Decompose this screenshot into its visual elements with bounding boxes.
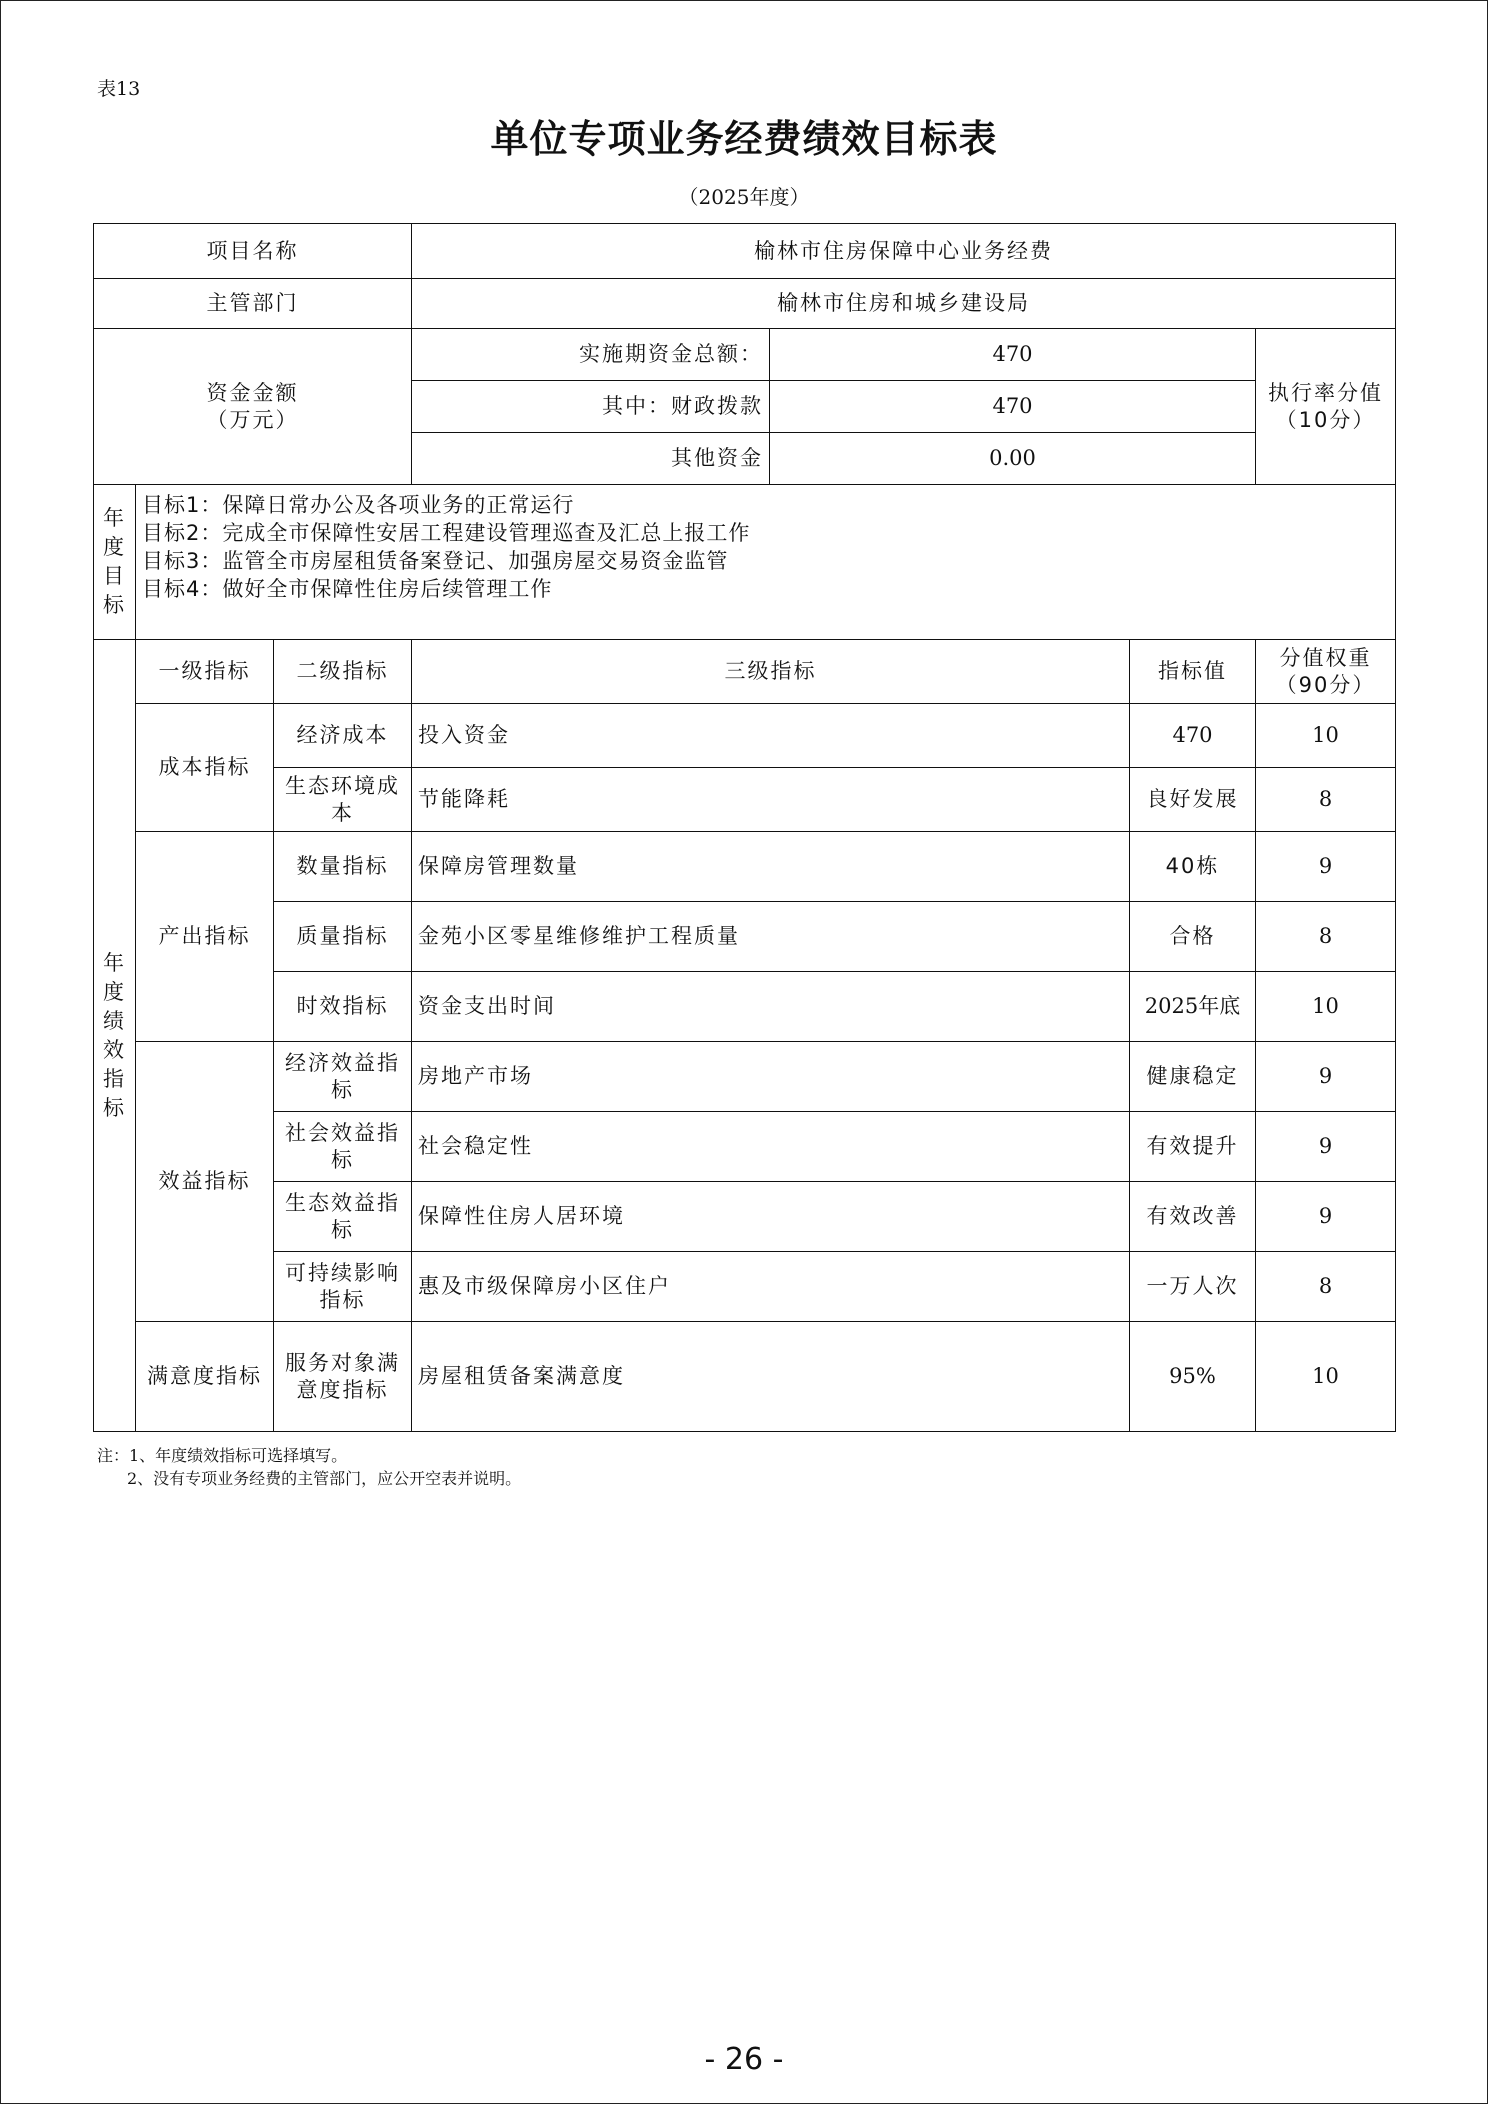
indicator-weight: 10 (1256, 704, 1396, 768)
indicators-header-row (94, 640, 1396, 704)
level3-cell: 惠及市级保障房小区住户 (412, 1252, 1130, 1322)
goals-label-char: 年 (103, 506, 126, 530)
table-row (94, 832, 1396, 902)
annual-goals-row (94, 485, 1396, 640)
level3-cell: 房屋租赁备案满意度 (412, 1322, 1130, 1432)
level3-cell: 房地产市场 (412, 1042, 1130, 1112)
goal-item: 目标3：监管全市房屋租赁备案登记、加强房屋交易资金监管 (142, 549, 729, 573)
table-row (94, 704, 1396, 768)
header-weight-line2: （90分） (1275, 672, 1376, 697)
indicator-weight: 9 (1256, 1112, 1396, 1182)
indicator-value: 合格 (1130, 902, 1256, 972)
indicator-value: 40栋 (1130, 832, 1256, 902)
level2-cell: 数量指标 (274, 832, 412, 902)
execution-rate-score (1256, 329, 1396, 485)
funds-label (94, 329, 412, 485)
header-weight-line1: 分值权重 (1279, 645, 1372, 670)
level3-cell: 保障房管理数量 (412, 832, 1130, 902)
level3-cell: 金苑小区零星维修维护工程质量 (412, 902, 1130, 972)
level2-cell: 社会效益指标 (274, 1112, 412, 1182)
indicator-weight: 9 (1256, 1042, 1396, 1112)
indicator-value: 95% (1130, 1322, 1256, 1432)
annual-performance-label (94, 640, 136, 1432)
level3-cell: 节能降耗 (412, 768, 1130, 832)
indicator-value: 470 (1130, 704, 1256, 768)
performance-label-char: 年 (103, 950, 126, 975)
funds-label-line1: 资金金额 (206, 380, 299, 405)
funds-label-line2: （万元） (206, 407, 299, 432)
funds-fiscal-value: 470 (770, 381, 1256, 433)
funds-other-value: 0.00 (770, 433, 1256, 485)
indicator-weight: 8 (1256, 1252, 1396, 1322)
header-level2: 二级指标 (274, 640, 412, 704)
performance-label-char: 指 (103, 1066, 126, 1091)
group-cost: 成本指标 (136, 704, 274, 832)
table-row (94, 768, 1396, 832)
execution-rate-line1: 执行率分值 (1268, 380, 1383, 405)
indicator-weight: 9 (1256, 832, 1396, 902)
annual-goals-label (94, 485, 136, 640)
table-row (94, 972, 1396, 1042)
table-row (94, 1252, 1396, 1322)
footnotes (97, 1444, 521, 1490)
level3-cell: 社会稳定性 (412, 1112, 1130, 1182)
header-level3: 三级指标 (412, 640, 1130, 704)
indicator-weight: 8 (1256, 902, 1396, 972)
level3-cell: 保障性住房人居环境 (412, 1182, 1130, 1252)
indicator-weight: 8 (1256, 768, 1396, 832)
performance-label-char: 绩 (103, 1008, 126, 1033)
funds-other-label: 其他资金 (412, 433, 770, 485)
level2-cell: 服务对象满意度指标 (274, 1322, 412, 1432)
header-level1: 一级指标 (136, 640, 274, 704)
footnote-item: 注：1、年度绩效指标可选择填写。 (97, 1446, 348, 1465)
department-value: 榆林市住房和城乡建设局 (412, 279, 1396, 329)
goal-item: 目标4：做好全市保障性住房后续管理工作 (142, 577, 553, 601)
department-label: 主管部门 (94, 279, 412, 329)
level2-cell: 生态效益指标 (274, 1182, 412, 1252)
project-name-row (94, 224, 1396, 279)
level2-cell: 经济成本 (274, 704, 412, 768)
funds-fiscal-label: 其中：财政拨款 (412, 381, 770, 433)
fiscal-year: （2025年度） (678, 185, 810, 209)
table-row (94, 1112, 1396, 1182)
table-number: 表13 (97, 78, 141, 100)
goal-item: 目标2：完成全市保障性安居工程建设管理巡查及汇总上报工作 (142, 521, 751, 545)
funds-total-value: 470 (770, 329, 1256, 381)
goals-label-char: 标 (103, 593, 126, 617)
group-benefit: 效益指标 (136, 1042, 274, 1322)
page-title: 单位专项业务经费绩效目标表 (490, 117, 998, 161)
level2-cell: 经济效益指标 (274, 1042, 412, 1112)
indicator-weight: 10 (1256, 1322, 1396, 1432)
project-name-value: 榆林市住房保障中心业务经费 (412, 224, 1396, 279)
indicator-value: 有效改善 (1130, 1182, 1256, 1252)
indicator-value: 2025年底 (1130, 972, 1256, 1042)
performance-target-table (93, 223, 1396, 1432)
level3-cell: 投入资金 (412, 704, 1130, 768)
execution-rate-line2: （10分） (1275, 407, 1376, 432)
indicator-value: 一万人次 (1130, 1252, 1256, 1322)
header-weight (1256, 640, 1396, 704)
annual-goals-content (136, 485, 1396, 640)
table-row (94, 1042, 1396, 1112)
performance-label-char: 效 (103, 1037, 126, 1062)
performance-label-char: 度 (103, 979, 126, 1004)
group-satisfaction: 满意度指标 (136, 1322, 274, 1432)
level2-cell: 生态环境成本 (274, 768, 412, 832)
project-name-label: 项目名称 (94, 224, 412, 279)
indicator-value: 健康稳定 (1130, 1042, 1256, 1112)
level2-cell: 时效指标 (274, 972, 412, 1042)
indicator-weight: 10 (1256, 972, 1396, 1042)
level2-cell: 质量指标 (274, 902, 412, 972)
level2-cell: 可持续影响指标 (274, 1252, 412, 1322)
footnote-item: 2、没有专项业务经费的主管部门，应公开空表并说明。 (127, 1469, 522, 1488)
funds-total-label: 实施期资金总额： (412, 329, 770, 381)
department-row (94, 279, 1396, 329)
goal-item: 目标1：保障日常办公及各项业务的正常运行 (142, 493, 575, 517)
indicator-value: 良好发展 (1130, 768, 1256, 832)
level3-cell: 资金支出时间 (412, 972, 1130, 1042)
performance-label-char: 标 (103, 1095, 126, 1120)
indicator-value: 有效提升 (1130, 1112, 1256, 1182)
goals-label-char: 目 (103, 564, 126, 588)
indicator-weight: 9 (1256, 1182, 1396, 1252)
table-row (94, 1182, 1396, 1252)
funds-total-row (94, 329, 1396, 381)
header-value: 指标值 (1130, 640, 1256, 704)
table-row (94, 902, 1396, 972)
table-row (94, 1322, 1396, 1432)
group-output: 产出指标 (136, 832, 274, 1042)
page-number: - 26 - (704, 2042, 784, 2077)
goals-label-char: 度 (103, 535, 126, 559)
